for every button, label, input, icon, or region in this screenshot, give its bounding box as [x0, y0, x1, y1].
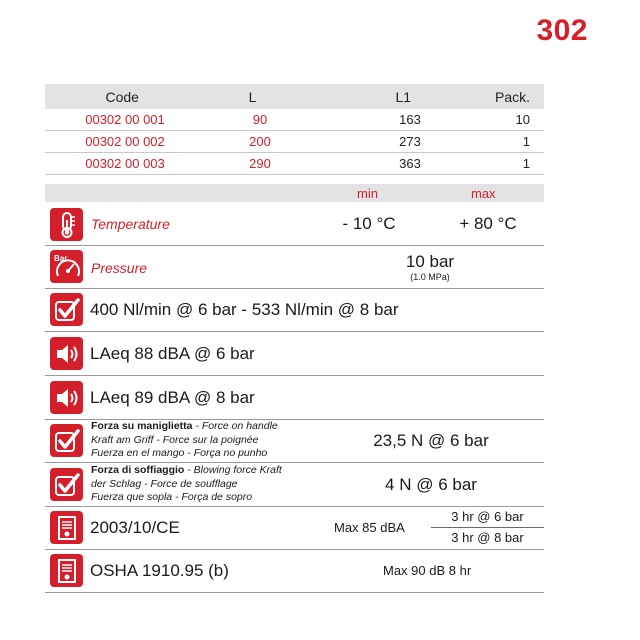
cell-l1: 363: [399, 156, 421, 171]
header-code: Code: [105, 88, 139, 105]
header-l1: L1: [395, 88, 412, 105]
directive-text: 2003/10/CE: [90, 518, 180, 537]
speaker-icon: [50, 381, 83, 414]
temperature-max: + 80 °C: [459, 214, 517, 233]
pressure-label: Pressure: [91, 260, 148, 276]
header-l: L: [248, 88, 257, 105]
checkmark-icon: [50, 424, 83, 457]
checkmark-icon: [50, 468, 83, 501]
osha-text: OSHA 1910.95 (b): [90, 561, 229, 580]
table-row: [45, 109, 544, 131]
cell-code: 00302 00 001: [85, 112, 165, 127]
temperature-min: - 10 °C: [342, 214, 396, 233]
blow-force-value: 4 N @ 6 bar: [385, 475, 477, 494]
cell-code: 00302 00 003: [85, 156, 165, 171]
minmax-header: [45, 184, 544, 202]
handle-force-label: [91, 420, 278, 461]
cell-pack: 1: [522, 156, 530, 171]
handle-force-value: 23,5 N @ 6 bar: [373, 431, 489, 450]
spec-noise-6bar: [45, 332, 544, 376]
blow-force-label: [91, 464, 282, 505]
cell-pack: 1: [522, 134, 530, 149]
pressure-value: 10 bar: [405, 252, 455, 271]
directive-limit: Max 85 dBA: [334, 520, 405, 535]
gauge-icon-text: Bar: [53, 253, 67, 263]
spec-handle-force: [45, 420, 544, 463]
cell-code: 00302 00 002: [85, 134, 165, 149]
blow-force-title: Forza di soffiaggio: [91, 464, 185, 476]
certificate-icon: [50, 554, 83, 587]
cell-l: 290: [249, 156, 271, 171]
spec-blow-force: [45, 463, 544, 507]
noise-8bar-text: LAeq 89 dBA @ 8 bar: [90, 388, 255, 407]
cell-l1: 163: [399, 112, 421, 127]
cell-l: 200: [249, 134, 271, 149]
blow-force-line1: - Blowing force Kraft: [184, 464, 282, 476]
temperature-label: Temperature: [91, 216, 170, 232]
spec-directive: [45, 507, 544, 550]
osha-limit: Max 90 dB 8 hr: [383, 563, 472, 578]
noise-6bar-text: LAeq 88 dBA @ 6 bar: [90, 344, 255, 363]
handle-force-line3: Fuerza en el mango - Força no punho: [91, 447, 268, 459]
header-pack: Pack.: [494, 88, 530, 105]
min-label: min: [357, 186, 378, 201]
blow-force-line2: der Schlag - Force de soufflage: [91, 477, 238, 490]
checkmark-icon: [50, 293, 83, 326]
handle-force-line1: - Force on handle: [192, 420, 278, 432]
airflow-text: 400 Nl/min @ 6 bar - 533 Nl/min @ 8 bar: [90, 300, 399, 319]
certificate-icon: [50, 511, 83, 544]
handle-force-line2: Kraft am Griff - Force sur la poignée: [91, 433, 259, 446]
blow-force-line3: Fuerza que sopla - Força de sopro: [91, 491, 253, 503]
cell-pack: 10: [515, 112, 530, 127]
spec-osha: [45, 550, 544, 593]
gauge-icon: [50, 250, 83, 283]
codes-table: [45, 84, 544, 175]
thermometer-icon: [50, 208, 83, 241]
table-row: [45, 131, 544, 153]
speaker-icon: [50, 337, 83, 370]
pressure-sub: (1.0 MPa): [410, 272, 450, 282]
directive-divider: [431, 527, 544, 528]
spec-noise-8bar: [45, 376, 544, 420]
max-label: max: [471, 186, 496, 201]
spec-temperature: [45, 204, 544, 246]
directive-hr-8bar: 3 hr @ 8 bar: [451, 530, 524, 545]
codes-table-header: [45, 84, 544, 109]
spec-pressure: [45, 246, 544, 289]
directive-hr-6bar: 3 hr @ 6 bar: [451, 509, 524, 524]
spec-airflow: [45, 289, 544, 332]
cell-l: 90: [252, 112, 268, 127]
handle-force-title: Forza su maniglietta: [91, 420, 193, 432]
cell-l1: 273: [399, 134, 421, 149]
table-row: [45, 153, 544, 175]
page-number: 302: [536, 14, 588, 47]
